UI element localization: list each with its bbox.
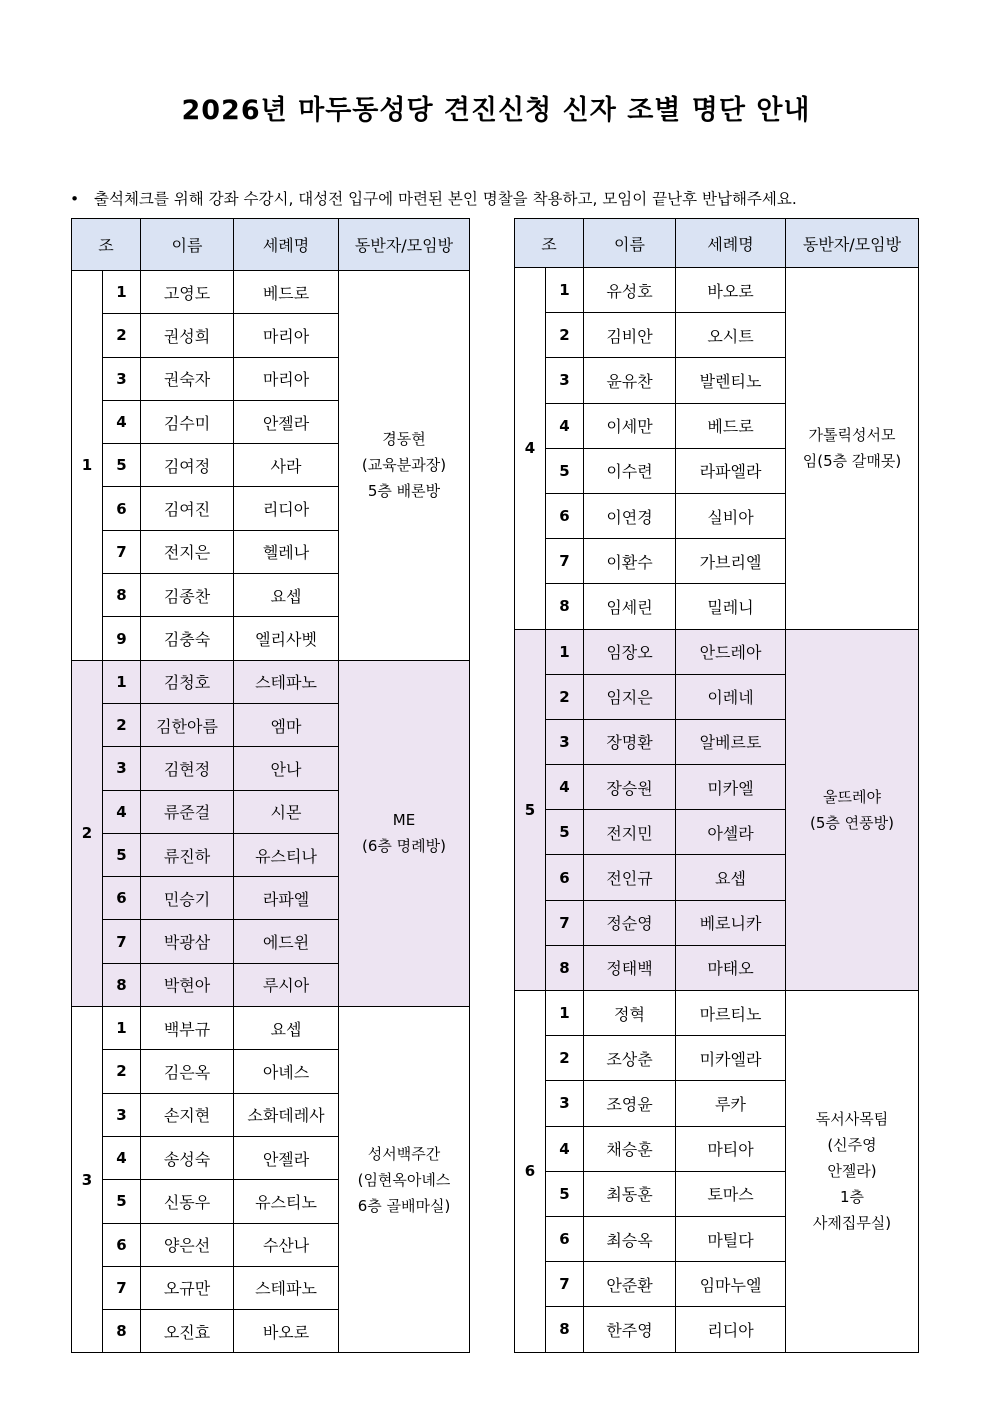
- member-name: 신동우: [141, 1180, 234, 1223]
- member-name: 김여정: [141, 444, 234, 487]
- member-name: 최승옥: [584, 1216, 676, 1261]
- meeting-room-line: (6층 명례방): [362, 837, 446, 856]
- header-group: 조: [72, 219, 141, 271]
- member-number: 6: [546, 493, 584, 538]
- member-baptismal-name: 리디아: [676, 1307, 786, 1352]
- member-name: 권성희: [141, 314, 234, 357]
- member-name: 이환수: [584, 539, 676, 584]
- left-body: [72, 271, 470, 1353]
- member-name: 김한아름: [141, 703, 234, 746]
- member-number: 2: [546, 1036, 584, 1081]
- member-name: 유성호: [584, 268, 676, 313]
- member-number: 5: [546, 810, 584, 855]
- member-number: 3: [546, 719, 584, 764]
- member-number: 1: [103, 271, 141, 314]
- header-room: 동반자/모임방: [339, 219, 470, 271]
- member-baptismal-name: 안젤라: [234, 400, 339, 443]
- member-name: 임세린: [584, 584, 676, 629]
- meeting-room-line: (5층 연풍방): [810, 813, 894, 832]
- member-baptismal-name: 밀레니: [676, 584, 786, 629]
- member-number: 6: [546, 1216, 584, 1261]
- table-row: [72, 271, 470, 314]
- header-baptismal: 세례명: [234, 219, 339, 271]
- member-name: 안준환: [584, 1262, 676, 1307]
- member-name: 윤유찬: [584, 358, 676, 403]
- member-baptismal-name: 마태오: [676, 945, 786, 990]
- right-body: [515, 268, 919, 1353]
- member-name: 이연경: [584, 493, 676, 538]
- member-baptismal-name: 유스티노: [234, 1180, 339, 1223]
- member-name: 박광삼: [141, 920, 234, 963]
- member-name: 오진효: [141, 1310, 234, 1353]
- member-name: 조상춘: [584, 1036, 676, 1081]
- table-row: [515, 991, 919, 1036]
- member-baptismal-name: 소화데레사: [234, 1093, 339, 1136]
- member-baptismal-name: 유스티나: [234, 833, 339, 876]
- table-row: [72, 660, 470, 703]
- member-number: 4: [103, 400, 141, 443]
- member-name: 송성숙: [141, 1136, 234, 1179]
- notice-text: [70, 187, 930, 209]
- member-name: 김충숙: [141, 617, 234, 660]
- member-baptismal-name: 마틸다: [676, 1216, 786, 1261]
- member-baptismal-name: 아셀라: [676, 810, 786, 855]
- member-number: 2: [103, 703, 141, 746]
- member-baptismal-name: 수산나: [234, 1223, 339, 1266]
- meeting-room-line: (임현옥아녜스: [357, 1170, 451, 1189]
- member-number: 1: [546, 629, 584, 674]
- member-baptismal-name: 베드로: [234, 271, 339, 314]
- member-number: 7: [103, 920, 141, 963]
- member-name: 임지은: [584, 674, 676, 719]
- meeting-room: [786, 268, 919, 630]
- member-number: 5: [103, 833, 141, 876]
- member-name: 양은선: [141, 1223, 234, 1266]
- member-number: 4: [546, 1126, 584, 1171]
- meeting-room-line: ME: [392, 811, 416, 830]
- member-name: 김여진: [141, 487, 234, 530]
- member-number: 6: [546, 855, 584, 900]
- member-baptismal-name: 안나: [234, 747, 339, 790]
- member-baptismal-name: 요셉: [234, 574, 339, 617]
- meeting-room-line: (신주영: [827, 1136, 877, 1155]
- group-number: 1: [72, 271, 103, 661]
- member-number: 5: [103, 1180, 141, 1223]
- member-number: 6: [103, 487, 141, 530]
- member-name: 채승훈: [584, 1126, 676, 1171]
- member-number: 3: [103, 1093, 141, 1136]
- meeting-room-line: (교육분과장): [361, 456, 447, 475]
- member-baptismal-name: 루카: [676, 1081, 786, 1126]
- member-name: 전지민: [584, 810, 676, 855]
- member-name: 오규만: [141, 1266, 234, 1309]
- member-name: 최동훈: [584, 1171, 676, 1216]
- meeting-room: [339, 271, 470, 661]
- meeting-room-line: 울뜨레야: [823, 787, 881, 806]
- member-number: 1: [103, 660, 141, 703]
- meeting-room-line: 독서사목팀: [815, 1110, 889, 1129]
- member-name: 박현아: [141, 963, 234, 1006]
- member-number: 3: [546, 1081, 584, 1126]
- member-baptismal-name: 알베르토: [676, 719, 786, 764]
- member-number: 7: [546, 539, 584, 584]
- meeting-room-line: 성서백주간: [367, 1144, 441, 1163]
- meeting-room-line: 가톨릭성서모: [808, 426, 896, 445]
- member-baptismal-name: 미카엘라: [676, 1036, 786, 1081]
- member-name: 장승원: [584, 765, 676, 810]
- meeting-room: [786, 629, 919, 991]
- member-name: 김현정: [141, 747, 234, 790]
- member-number: 7: [546, 900, 584, 945]
- member-name: 김종찬: [141, 574, 234, 617]
- member-baptismal-name: 안드레아: [676, 629, 786, 674]
- member-number: 2: [546, 313, 584, 358]
- member-baptismal-name: 루시아: [234, 963, 339, 1006]
- member-name: 김청호: [141, 660, 234, 703]
- member-number: 3: [546, 358, 584, 403]
- member-baptismal-name: 요셉: [234, 1007, 339, 1050]
- member-number: 8: [103, 574, 141, 617]
- member-baptismal-name: 바오로: [676, 268, 786, 313]
- header-room: 동반자/모임방: [786, 219, 919, 268]
- member-name: 한주영: [584, 1307, 676, 1352]
- member-number: 2: [103, 1050, 141, 1093]
- header-baptismal: 세례명: [676, 219, 786, 268]
- member-baptismal-name: 엠마: [234, 703, 339, 746]
- group-number: 2: [72, 660, 103, 1006]
- member-baptismal-name: 엘리사벳: [234, 617, 339, 660]
- member-name: 전지은: [141, 530, 234, 573]
- member-number: 5: [546, 448, 584, 493]
- member-name: 이세만: [584, 403, 676, 448]
- group-number: 3: [72, 1007, 103, 1353]
- member-name: 고영도: [141, 271, 234, 314]
- bullet-icon: •: [70, 190, 80, 208]
- meeting-room-line: 5층 배론방: [367, 482, 441, 501]
- member-number: 7: [103, 530, 141, 573]
- member-baptismal-name: 스테파노: [234, 1266, 339, 1309]
- table-row: [515, 268, 919, 313]
- member-baptismal-name: 마리아: [234, 314, 339, 357]
- header-group: 조: [515, 219, 584, 268]
- meeting-room-line: 안젤라): [827, 1162, 877, 1181]
- member-name: 백부규: [141, 1007, 234, 1050]
- member-number: 2: [103, 314, 141, 357]
- table-header-row: [72, 219, 470, 271]
- header-name: 이름: [141, 219, 234, 271]
- member-baptismal-name: 토마스: [676, 1171, 786, 1216]
- group-number: 6: [515, 991, 546, 1353]
- member-baptismal-name: 미카엘: [676, 765, 786, 810]
- group-number: 4: [515, 268, 546, 630]
- member-name: 정혁: [584, 991, 676, 1036]
- meeting-room-line: 1층: [839, 1188, 865, 1207]
- member-baptismal-name: 스테파노: [234, 660, 339, 703]
- meeting-room-line: 임(5층 갈매못): [802, 452, 902, 471]
- member-baptismal-name: 마티아: [676, 1126, 786, 1171]
- member-baptismal-name: 안젤라: [234, 1136, 339, 1179]
- member-name: 전인규: [584, 855, 676, 900]
- member-number: 8: [546, 945, 584, 990]
- member-name: 김수미: [141, 400, 234, 443]
- member-baptismal-name: 마리아: [234, 357, 339, 400]
- member-name: 임장오: [584, 629, 676, 674]
- member-baptismal-name: 헬레나: [234, 530, 339, 573]
- meeting-room-line: 사제집무실): [812, 1214, 892, 1233]
- member-baptismal-name: 가브리엘: [676, 539, 786, 584]
- member-name: 민승기: [141, 877, 234, 920]
- member-name: 김은옥: [141, 1050, 234, 1093]
- meeting-room: [339, 1007, 470, 1353]
- member-number: 2: [546, 674, 584, 719]
- member-baptismal-name: 사라: [234, 444, 339, 487]
- member-number: 8: [546, 1307, 584, 1352]
- member-baptismal-name: 오시트: [676, 313, 786, 358]
- meeting-room-line: 경동현: [382, 430, 426, 449]
- member-baptismal-name: 시몬: [234, 790, 339, 833]
- member-number: 4: [103, 790, 141, 833]
- member-number: 7: [546, 1262, 584, 1307]
- member-baptismal-name: 임마누엘: [676, 1262, 786, 1307]
- member-name: 이수련: [584, 448, 676, 493]
- member-baptismal-name: 마르티노: [676, 991, 786, 1036]
- meeting-room: [786, 991, 919, 1353]
- member-baptismal-name: 실비아: [676, 493, 786, 538]
- member-number: 1: [103, 1007, 141, 1050]
- member-baptismal-name: 라파엘: [234, 877, 339, 920]
- member-number: 8: [103, 1310, 141, 1353]
- member-name: 류진하: [141, 833, 234, 876]
- member-baptismal-name: 요셉: [676, 855, 786, 900]
- member-name: 정순영: [584, 900, 676, 945]
- member-number: 1: [546, 991, 584, 1036]
- member-baptismal-name: 라파엘라: [676, 448, 786, 493]
- member-number: 5: [546, 1171, 584, 1216]
- member-baptismal-name: 리디아: [234, 487, 339, 530]
- roster-table-left: [71, 218, 470, 1353]
- member-baptismal-name: 바오로: [234, 1310, 339, 1353]
- member-number: 6: [103, 1223, 141, 1266]
- roster-table-right: [514, 218, 919, 1353]
- table-row: [515, 629, 919, 674]
- member-number: 1: [546, 268, 584, 313]
- member-number: 4: [546, 765, 584, 810]
- member-number: 5: [103, 444, 141, 487]
- meeting-room: [339, 660, 470, 1006]
- page-title: 2026년 마두동성당 견진신청 신자 조별 명단 안내: [181, 95, 811, 126]
- member-number: 8: [103, 963, 141, 1006]
- member-number: 8: [546, 584, 584, 629]
- table-row: [72, 1007, 470, 1050]
- member-name: 류준걸: [141, 790, 234, 833]
- member-baptismal-name: 베드로: [676, 403, 786, 448]
- member-name: 손지현: [141, 1093, 234, 1136]
- header-name: 이름: [584, 219, 676, 268]
- member-number: 9: [103, 617, 141, 660]
- member-baptismal-name: 발렌티노: [676, 358, 786, 403]
- member-number: 3: [103, 357, 141, 400]
- member-number: 3: [103, 747, 141, 790]
- member-name: 김비안: [584, 313, 676, 358]
- member-number: 7: [103, 1266, 141, 1309]
- member-baptismal-name: 베로니카: [676, 900, 786, 945]
- member-name: 권숙자: [141, 357, 234, 400]
- member-number: 4: [103, 1136, 141, 1179]
- meeting-room-line: 6층 골배마실): [357, 1196, 451, 1215]
- member-baptismal-name: 이레네: [676, 674, 786, 719]
- member-baptismal-name: 에드윈: [234, 920, 339, 963]
- member-name: 정태백: [584, 945, 676, 990]
- member-name: 장명환: [584, 719, 676, 764]
- member-number: 4: [546, 403, 584, 448]
- member-number: 6: [103, 877, 141, 920]
- notice-body: 출석체크를 위해 강좌 수강시, 대성전 입구에 마련된 본인 명찰을 착용하고, 모임이 끝난후 반납해주세요.: [94, 190, 797, 208]
- table-header-row: [515, 219, 919, 268]
- member-baptismal-name: 아녜스: [234, 1050, 339, 1093]
- group-number: 5: [515, 629, 546, 991]
- member-name: 조영윤: [584, 1081, 676, 1126]
